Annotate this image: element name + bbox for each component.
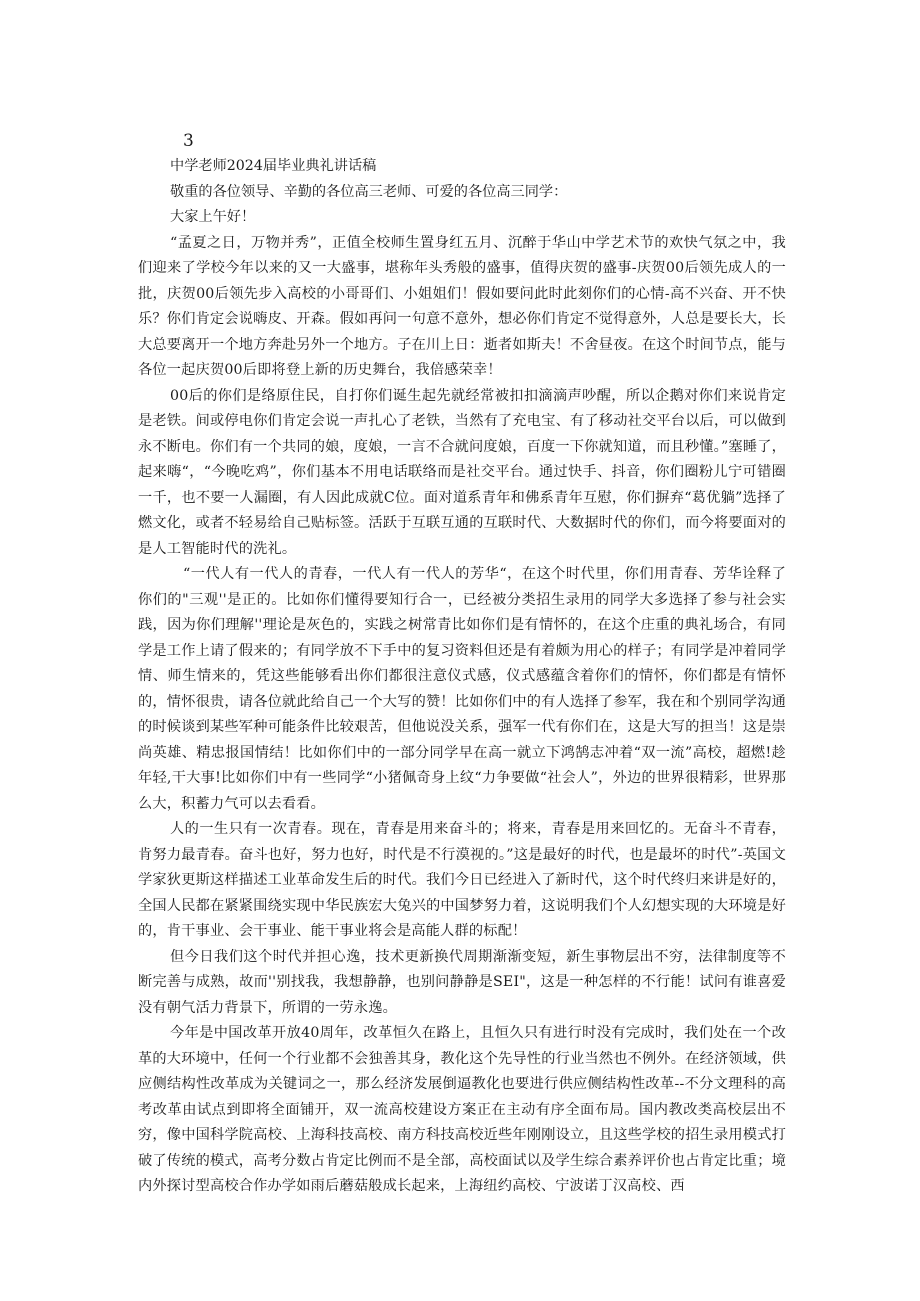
paragraph-5: 但今日我们这个时代并担心逸，技术更新换代周期渐渐变短，新生事物层出不穷，法律制度等不断完善与成熟，故而''别找我，我想静静，也别问静静是SEI"，这是一种怎样的不行能！试问有谁喜爱没有朝气活力背景下，所谓的一劳永逸。: [138, 948, 786, 1016]
document-page: [138, 128, 786, 1200]
paragraph-6: 今年是中国改革开放40周年，改革恒久在路上，且恒久只有进行时没有完成时，我们处在一个改革的大环境中，任何一个行业都不会独善其身，教化这个先导性的行业当然也不例外。在经济领域，供应侧结构性改革成为关键词之一，那么经济发展倒逼教化也要进行供应侧结构性改革--不分文理科的高考改革由试点到即将全面铺开，双一流高校建设方案正在主动有序全面布局。国内教改类高校层出不穷，像中国科学院高校、上海科技高校、南方科技高校近些年刚刚设立，且这些学校的招生录用模式打破了传统的模式，高考分数占肯定比例而不是全部，高校面试以及学生综合素养评价也占肯定比重；境内外探讨型高校合作办学如雨后蘑菇般成长起来，上海纽约高校、宁波诺丁汉高校、西: [138, 1025, 786, 1194]
paragraph-4: 人的一生只有一次青春。现在，青春是用来奋斗的；将来，青春是用来回忆的。无奋斗不青春，肯努力最青春。奋斗也好，努力也好，时代是不行漠视的。”这是最好的时代，也是最坏的时代”-英国文学家狄更斯这样描述工业革命发生后的时代。我们今日已经进入了新时代，这个时代终归来讲是好的，全国人民都在紧紧围绕实现中华民族宏大兔兴的中国梦努力着，这说明我们个人幻想实现的大环境是好的，肯干事业、会干事业、能干事业将会是高能人群的标配！: [138, 821, 786, 939]
paragraph-3: “一代人有一代人的青春，一代人有一代人的芳华“，在这个时代里，你们用青春、芳华诠释了你们的"三观''是正的。比如你们懂得要知行合一，已经被分类招生录用的同学大多选择了参与社会实践，因为你们理解''理论是灰色的，实践之树常青比如你们是有情怀的，在这个庄重的典礼场合，有同学是工作上请了假来的；有同学放不下手中的复习资料但还是有着颇为用心的样子；有同学是冲着同学情、师生情来的，凭这些能够看出你们都很注意仪式感，仪式感蕴含着你们的情怀，你们都是有情怀的，情怀很贵，请各位就此给自己一个大写的赞！比如你们中的有人选择了参军，我在和个别同学沟通的时候谈到某些军种可能条件比较艰苦，但他说没关系，强军一代有你们在，这是大写的担当！这是崇尚英雄、精忠报国情结！比如你们中的一部分同学早在高一就立下鸿鹄志冲着“双一流”高校，超燃!趁年轻,干大事!比如你们中有一些同学“小猪佩奇身上纹“力争要做“社会人”，外边的世界很精彩，世界那么大，积蓄力气可以去看看。: [138, 566, 786, 812]
paragraph-1: “孟夏之日，万物并秀”，正值全校师生置身红五月、沉醉于华山中学艺术节的欢快气氛之中，我们迎来了学校今年以来的又一大盛事，堪称年头秀般的盛事，值得庆贺的盛事-庆贺00后领先成人的一批，庆贺00后领先步入高校的小哥哥们、小姐姐们！假如要问此时此刻你们的心情-高不兴奋、开不快乐？你们肯定会说嗨皮、开森。假如再问一句意不意外，想必你们肯定不觉得意外，人总是要长大，长大总要离开一个地方奔赴另外一个地方。子在川上日：逝者如斯夫！不舍昼夜。在这个时间节点，能与各位一起庆贺00后即将登上新的历史舞台，我倍感荣幸！: [138, 234, 786, 378]
document-title: 中学老师2024届毕业典礼讲话稿: [170, 158, 377, 174]
paragraph-2: 00后的你们是络原住民，自打你们诞生起先就经常被扣扣滴滴声吵醒，所以企鹅对你们来说肯定是老铁。间或停电你们肯定会说一声扎心了老铁，当然有了充电宝、有了移动社交平台以后，可以做到永不断电。你们有一个共同的娘，度娘，一言不合就问度娘，百度一下你就知道，而且秒懂。”塞睡了，起来嗨“，“今晚吃鸡”，你们基本不用电话联络而是社交平台。通过快手、抖音，你们圈粉儿宁可错圈一千，也不要一人漏圈，有人因此成就C位。面对道系青年和佛系青年互慰，你们摒弃“葛优躺”选择了燃文化，或者不轻易给自己贴标签。活跃于互联互通的互联时代、大数据时代的你们，而今将要面对的是人工智能时代的洗礼。: [138, 387, 786, 557]
page-number: 3: [183, 131, 194, 151]
greeting: 大家上午好！: [170, 209, 256, 225]
salutation: 敬重的各位领导、辛勤的各位高三老师、可爱的各位高三同学：: [170, 183, 568, 200]
